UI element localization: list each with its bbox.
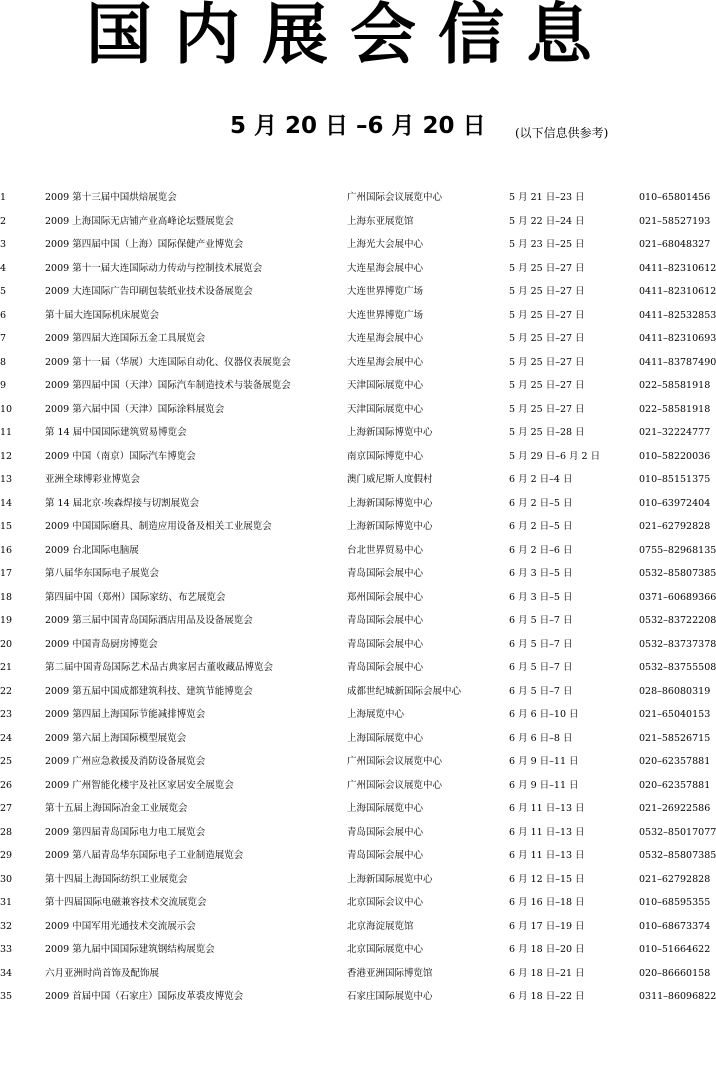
contact-phone: 0411–82532853 [639,309,716,321]
exhibition-date: 6 月 5 日–7 日 [509,685,573,697]
exhibition-date: 6 月 2 日–5 日 [509,521,573,532]
contact-phone: 020–62357881 [639,779,711,791]
contact-phone: 028–86080319 [639,685,711,697]
row-number: 25 [0,756,13,767]
exhibition-venue: 北京国际展览中心 [347,944,424,955]
exhibition-row [0,915,711,939]
exhibition-date: 6 月 2 日–6 日 [509,544,573,556]
row-number: 18 [0,591,13,603]
exhibition-name: 第十四届国际电磁兼容技术交流展览会 [45,897,207,908]
exhibition-venue: 天津国际展览中心 [347,403,424,415]
exhibition-row [0,774,711,798]
exhibition-date: 6 月 12 日–15 日 [509,873,585,885]
exhibition-row [0,468,711,492]
exhibition-venue: 上海东亚展览馆 [347,215,414,227]
exhibition-venue: 上海光大会展中心 [347,239,424,250]
contact-phone: 0532–85807385 [639,568,716,579]
exhibition-name: 2009 第九届中国国际建筑钢结构展览会 [45,944,215,955]
row-number: 15 [0,521,13,532]
exhibition-date: 6 月 16 日–18 日 [509,897,585,908]
exhibition-date: 5 月 25 日–28 日 [509,427,585,438]
exhibition-date: 6 月 11 日–13 日 [509,826,585,838]
exhibition-venue: 石家庄国际展览中心 [347,991,433,1002]
exhibition-date: 5 月 21 日–23 日 [509,192,585,203]
contact-phone: 0532–83755508 [639,662,716,673]
contact-phone: 010–68595355 [639,897,711,908]
contact-phone: 022–58581918 [639,380,711,391]
contact-phone: 021–62792828 [639,873,711,885]
row-number: 5 [0,286,7,297]
row-number: 17 [0,568,13,579]
exhibition-name: 第二届中国青岛国际艺术品古典家居古董收藏品博览会 [45,662,274,673]
exhibition-date: 6 月 17 日–19 日 [509,920,585,932]
contact-phone: 0532–85807385 [639,850,716,861]
contact-phone: 0411–82310693 [639,333,716,344]
exhibition-row [0,233,711,257]
row-number: 28 [0,826,13,838]
row-number: 26 [0,779,13,791]
exhibition-row [0,304,716,328]
row-number: 30 [0,873,13,885]
exhibition-name: 2009 中国青岛厨房博览会 [45,638,158,650]
exhibition-row [0,257,716,281]
contact-phone: 0411–83787490 [639,356,716,368]
exhibition-venue: 北京国际会议中心 [347,897,424,908]
exhibition-venue: 天津国际展览中心 [347,380,424,391]
exhibition-name: 2009 中国国际磨具、制造应用设备及相关工业展览会 [45,521,272,532]
exhibition-row [0,656,716,680]
contact-phone: 010–85151375 [639,474,711,485]
exhibition-row [0,445,711,469]
exhibition-row [0,351,716,375]
row-number: 19 [0,615,13,626]
exhibition-name: 2009 第十一届大连国际动力传动与控制技术展览会 [45,262,263,274]
row-number: 24 [0,732,13,744]
exhibition-row [0,562,716,586]
exhibition-venue: 上海国际展览中心 [347,732,424,744]
row-number: 6 [0,309,7,321]
row-number: 8 [0,356,7,368]
exhibition-venue: 广州国际会议展览中心 [347,779,443,791]
exhibition-venue: 上海新国际展览中心 [347,873,433,885]
exhibition-name: 2009 第四届中国（上海）国际保健产业博览会 [45,239,244,250]
exhibition-name: 2009 第八届青岛华东国际电子工业制造展览会 [45,850,244,861]
exhibition-venue: 青岛国际会展中心 [347,638,424,650]
contact-phone: 022–58581918 [639,403,711,415]
exhibition-date: 5 月 25 日–27 日 [509,333,585,344]
exhibition-venue: 郑州国际会展中心 [347,591,424,603]
row-number: 29 [0,850,13,861]
exhibition-date: 6 月 2 日–5 日 [509,497,573,509]
contact-phone: 0411–82310612 [639,286,716,297]
contact-phone: 021–32224777 [639,427,711,438]
exhibition-venue: 南京国际博览中心 [347,450,424,462]
contact-phone: 021–65040153 [639,709,711,720]
contact-phone: 020–86660158 [639,967,711,979]
exhibition-name: 2009 第六届上海国际模型展览会 [45,732,187,744]
exhibition-date: 6 月 6 日–8 日 [509,732,573,744]
contact-phone: 010–68673374 [639,920,711,932]
exhibition-date: 6 月 18 日–22 日 [509,991,585,1002]
row-number: 12 [0,450,13,462]
exhibition-name: 2009 第五届中国成都建筑科技、建筑节能博览会 [45,685,253,697]
exhibition-row [0,891,711,915]
exhibition-name: 2009 第六届中国（天津）国际涂料展览会 [45,403,225,415]
row-number: 31 [0,897,13,908]
exhibition-name: 2009 第十三届中国烘焙展览会 [45,192,177,203]
contact-phone: 021–68048327 [639,239,711,250]
exhibition-row [0,633,716,657]
exhibition-name: 2009 第四届中国（天津）国际汽车制造技术与装备展览会 [45,380,291,391]
exhibition-row [0,539,716,563]
exhibition-row [0,210,711,234]
exhibition-name: 2009 中国军用光通技术交流展示会 [45,920,196,932]
exhibition-name: 第八届华东国际电子展览会 [45,568,160,579]
contact-phone: 0371–60689366 [639,591,716,603]
exhibition-date: 5 月 25 日–27 日 [509,262,585,274]
exhibition-date: 6 月 11 日–13 日 [509,850,585,861]
contact-phone: 0532–85017077 [639,826,716,838]
exhibition-row [0,703,711,727]
exhibition-name: 2009 台北国际电脑展 [45,544,139,556]
exhibition-list [0,186,716,1009]
exhibition-row [0,821,716,845]
contact-phone: 0311–86096822 [639,991,716,1002]
exhibition-name: 亚洲全球博彩业博览会 [45,474,141,485]
exhibition-row [0,797,711,821]
exhibition-name: 第十届大连国际机床展览会 [45,309,160,321]
exhibition-date: 6 月 9 日–11 日 [509,779,579,791]
row-number: 27 [0,803,13,814]
exhibition-date: 6 月 5 日–7 日 [509,615,573,626]
exhibition-venue: 大连世界博览广场 [347,309,424,321]
row-number: 22 [0,685,13,697]
exhibition-name: 第 14 届北京·埃森焊接与切割展览会 [45,497,200,509]
exhibition-date: 6 月 11 日–13 日 [509,803,585,814]
exhibition-name: 2009 第十一届（华展）大连国际自动化、仪器仪表展览会 [45,356,291,368]
contact-phone: 020–62357881 [639,756,711,767]
exhibition-date: 6 月 5 日–7 日 [509,638,573,650]
row-number: 3 [0,239,7,250]
row-number: 23 [0,709,13,720]
exhibition-row [0,938,711,962]
exhibition-venue: 上海新国际博览中心 [347,521,433,532]
exhibition-name: 第十五届上海国际冶金工业展览会 [45,803,188,814]
row-number: 33 [0,944,13,955]
contact-phone: 0755–82968135 [639,544,716,556]
exhibition-venue: 青岛国际会展中心 [347,615,424,626]
exhibition-venue: 上海新国际博览中心 [347,497,433,509]
exhibition-venue: 青岛国际会展中心 [347,568,424,579]
contact-phone: 021–58526715 [639,732,711,744]
exhibition-date: 6 月 18 日–21 日 [509,967,585,979]
row-number: 20 [0,638,13,650]
exhibition-venue: 大连世界博览广场 [347,286,424,297]
exhibition-venue: 上海新国际博览中心 [347,427,433,438]
exhibition-venue: 成都世纪城新国际会展中心 [347,685,462,697]
row-number: 34 [0,967,13,979]
exhibition-date: 5 月 29 日–6 月 2 日 [509,450,601,462]
exhibition-date: 6 月 18 日–20 日 [509,944,585,955]
exhibition-row [0,492,711,516]
exhibition-name: 2009 广州应急救援及消防设备展览会 [45,756,206,767]
exhibition-venue: 台北世界贸易中心 [347,544,424,556]
row-number: 13 [0,474,13,485]
contact-phone: 021–26922586 [639,803,711,814]
exhibition-date: 6 月 9 日–11 日 [509,756,579,767]
row-number: 2 [0,215,7,227]
exhibition-name: 2009 中国（南京）国际汽车博览会 [45,450,196,462]
contact-phone: 010–51664622 [639,944,711,955]
row-number: 7 [0,333,7,344]
exhibition-date: 6 月 5 日–7 日 [509,662,573,673]
contact-phone: 010–58220036 [639,450,711,462]
exhibition-row [0,374,711,398]
exhibition-venue: 大连星海会展中心 [347,333,424,344]
exhibition-row [0,962,711,986]
contact-phone: 0532–83737378 [639,638,716,650]
exhibition-venue: 青岛国际会展中心 [347,662,424,673]
exhibition-row [0,750,711,774]
contact-phone: 0411–82310612 [639,262,716,274]
exhibition-venue: 广州国际会议展览中心 [347,192,443,203]
exhibition-venue: 上海展览中心 [347,709,405,720]
date-range-subtitle: 5 月 20 日 –6 月 20 日 [230,113,486,139]
row-number: 9 [0,380,7,391]
exhibition-venue: 大连星海会展中心 [347,262,424,274]
exhibition-row [0,186,711,210]
exhibition-date: 6 月 6 日–10 日 [509,709,579,720]
exhibition-row [0,985,716,1009]
exhibition-row [0,327,716,351]
exhibition-date: 5 月 25 日–27 日 [509,403,585,415]
row-number: 4 [0,262,7,274]
contact-phone: 010–63972404 [639,497,711,509]
exhibition-name: 2009 第四届大连国际五金工具展览会 [45,333,206,344]
exhibition-row [0,609,716,633]
exhibition-date: 6 月 2 日–4 日 [509,474,573,485]
exhibition-name: 2009 大连国际广告印刷包装纸业技术设备展览会 [45,286,253,297]
exhibition-row [0,398,711,422]
exhibition-name: 2009 第四届青岛国际电力电工展览会 [45,826,206,838]
exhibition-venue: 香港亚洲国际博览馆 [347,967,433,979]
exhibition-venue: 澳门威尼斯人度假村 [347,474,433,485]
exhibition-name: 2009 广州智能化楼宇及社区家居安全展览会 [45,779,234,791]
exhibition-row [0,680,711,704]
exhibition-name: 2009 第三届中国青岛国际酒店用品及设备展览会 [45,615,253,626]
exhibition-date: 5 月 25 日–27 日 [509,309,585,321]
exhibition-venue: 广州国际会议展览中心 [347,756,443,767]
exhibition-venue: 青岛国际会展中心 [347,850,424,861]
exhibition-venue: 大连星海会展中心 [347,356,424,368]
contact-phone: 0532–83722208 [639,615,716,626]
row-number: 14 [0,497,13,509]
row-number: 1 [0,192,7,203]
exhibition-venue: 上海国际展览中心 [347,803,424,814]
exhibition-row [0,421,711,445]
row-number: 10 [0,403,13,415]
exhibition-date: 5 月 25 日–27 日 [509,356,585,368]
exhibition-name: 2009 首届中国（石家庄）国际皮革裘皮博览会 [45,991,244,1002]
exhibition-date: 5 月 23 日–25 日 [509,239,585,250]
exhibition-venue: 青岛国际会展中心 [347,826,424,838]
exhibition-date: 5 月 22 日–24 日 [509,215,585,227]
exhibition-name: 第 14 届中国国际建筑贸易博览会 [45,427,187,438]
exhibition-name: 第四届中国（郑州）国际家纺、布艺展览会 [45,591,226,603]
exhibition-row [0,515,711,539]
contact-phone: 021–58527193 [639,215,711,227]
exhibition-venue: 北京海淀展览馆 [347,920,414,932]
row-number: 11 [0,427,13,438]
exhibition-name: 2009 上海国际无店铺产业高峰论坛暨展览会 [45,215,234,227]
exhibition-name: 2009 第四届上海国际节能减排博览会 [45,709,206,720]
reference-note: (以下信息供参考) [515,126,609,140]
exhibition-date: 6 月 3 日–5 日 [509,568,573,579]
exhibition-date: 6 月 3 日–5 日 [509,591,573,603]
exhibition-row [0,727,711,751]
page-title: 国内展会信息 [86,0,614,73]
exhibition-row [0,844,716,868]
exhibition-row [0,586,716,610]
row-number: 16 [0,544,13,556]
contact-phone: 021–62792828 [639,521,711,532]
contact-phone: 010–65801456 [639,192,711,203]
exhibition-name: 第十四届上海国际纺织工业展览会 [45,873,188,885]
exhibition-name: 六月亚洲时尚首饰及配饰展 [45,967,160,979]
exhibition-row [0,280,716,304]
row-number: 32 [0,920,13,932]
row-number: 35 [0,991,13,1002]
row-number: 21 [0,662,13,673]
exhibition-row [0,868,711,892]
exhibition-date: 5 月 25 日–27 日 [509,380,585,391]
exhibition-date: 5 月 25 日–27 日 [509,286,585,297]
